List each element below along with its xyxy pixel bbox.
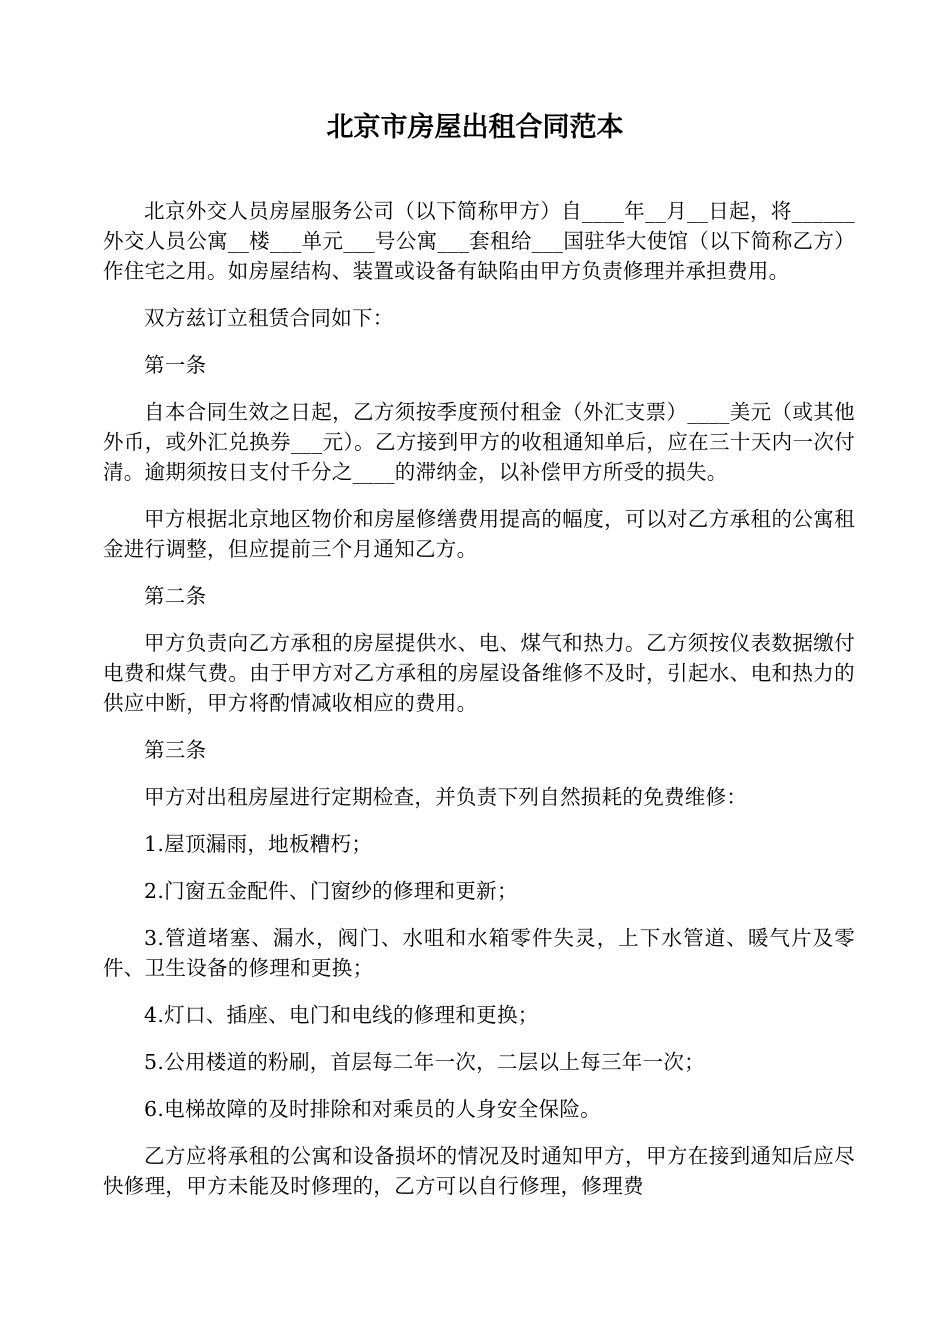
list-item-2: 2.门窗五金配件、门窗纱的修理和更新； [144,879,518,903]
article-2-utilities-paragraph: 甲方负责向乙方承租的房屋提供水、电、煤气和热力。乙方须按仪表数据缴付电费和煤气费。由于甲方对乙方承租的房屋设备维修不及时，引起水、电和热力的供应中断，甲方将酌情减收相应的费用。 [103,631,855,715]
list-item-6: 6.电梯故障的及时排除和对乘员的人身安全保险。 [144,1097,601,1121]
document-body [103,196,855,1218]
list-item-5: 5.公用楼道的粉刷，首层每二年一次，二层以上每三年一次； [144,1050,705,1074]
article-1-rent-paragraph: 自本合同生效之日起，乙方须按季度预付租金（外汇支票）____美元（或其他外币，或外汇兑换券___元）。乙方接到甲方的收租通知单后，应在三十天内一次付清。逾期须按日支付千分之____的滞纳金，以补偿甲方所受的损失。 [103,400,855,484]
document-title: 北京市房屋出租合同范本 [326,112,624,143]
list-item-1: 1.屋顶漏雨，地板糟朽； [144,832,373,856]
list-item-3: 3.管道堵塞、漏水，阀门、水咀和水箱零件失灵，上下水管道、暖气片及零件、卫生设备的修理和更换； [103,926,855,980]
intro-paragraph: 北京外交人员房屋服务公司（以下简称甲方）自____年__月__日起，将______外交人员公寓__楼___单元___号公寓___套租给___国驻华大使馆（以下简称乙方）作住宅之用。如房屋结构、装置或设备有缺陷由甲方负责修理并承担费用。 [103,199,855,283]
article-3-intro-paragraph: 甲方对出租房屋进行定期检查，并负责下列自然损耗的免费维修： [144,785,748,809]
article-3-heading: 第三条 [144,738,207,762]
list-item-4: 4.灯口、插座、电门和电线的修理和更换； [144,1003,539,1027]
article-2-heading: 第二条 [144,584,207,608]
agreement-statement: 双方兹订立租赁合同如下： [144,306,394,330]
article-1-heading: 第一条 [144,353,207,377]
repair-notice-paragraph: 乙方应将承租的公寓和设备损坏的情况及时通知甲方，甲方在接到通知后应尽快修理，甲方未能及时修理的，乙方可以自行修理，修理费 [103,1144,855,1198]
article-1-adjustment-paragraph: 甲方根据北京地区物价和房屋修缮费用提高的幅度，可以对乙方承租的公寓租金进行调整，但应提前三个月通知乙方。 [103,507,855,561]
